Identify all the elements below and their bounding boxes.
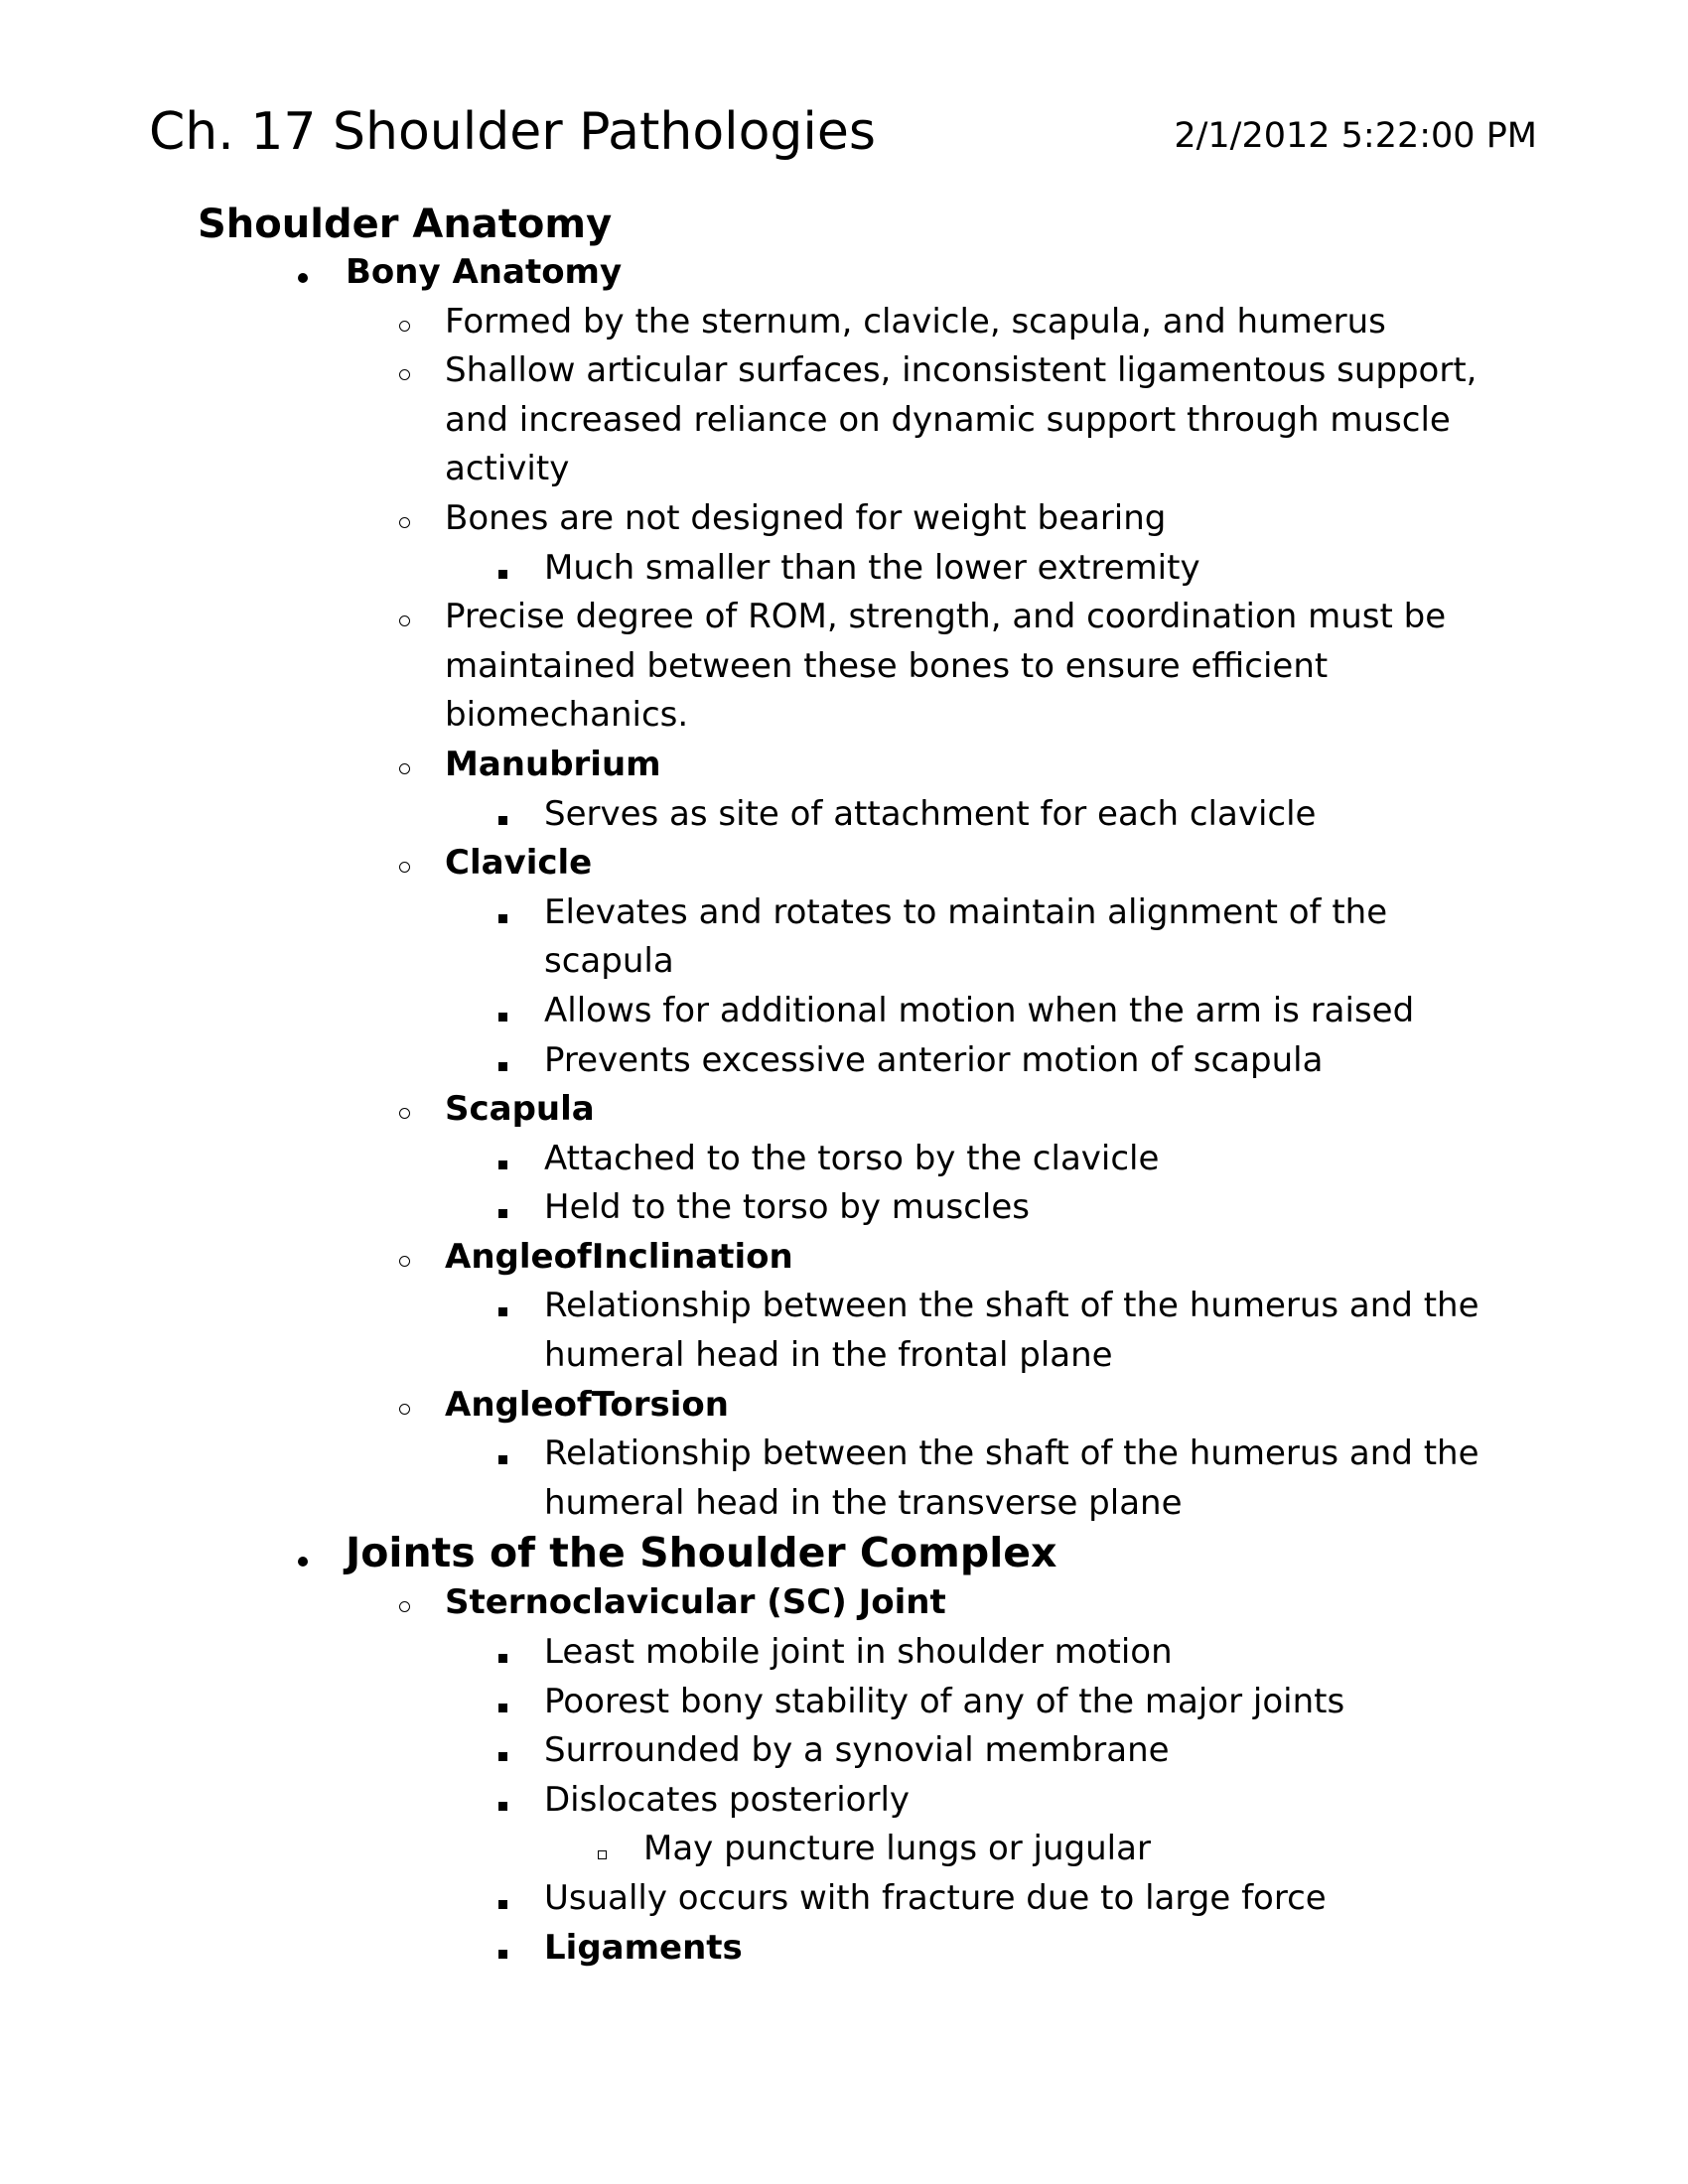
bullet-dot-icon <box>283 1528 323 1578</box>
page-title: Ch. 17 Shoulder Pathologies <box>149 102 876 162</box>
outline-item <box>0 1678 1688 1727</box>
outline-item-text: Relationship between the shaft of the humerus and the <box>544 1286 1479 1326</box>
outline-item-text: Formed by the sternum, clavicle, scapula, and humerus <box>445 301 1386 341</box>
circle-bullet-icon <box>384 346 424 396</box>
outline-item <box>0 396 1688 446</box>
outline-item-text: Poorest bony stability of any of the major joints <box>544 1681 1345 1721</box>
outline-item-text: Allows for additional motion when the arm is raised <box>544 990 1415 1030</box>
square-bullet-icon <box>483 1430 522 1479</box>
outline-item-text: AngleofInclination <box>445 1236 793 1277</box>
outline-item-text: Dislocates posteriorly <box>544 1779 911 1820</box>
square-bullet-icon <box>483 1135 522 1184</box>
outline-item-text: Least mobile joint in shoulder motion <box>544 1632 1173 1673</box>
bullet-dot-icon <box>283 248 323 298</box>
outline-item-text: Precise degree of ROM, strength, and coordination must be <box>445 597 1447 637</box>
outline-item <box>0 1726 1688 1776</box>
outline-item-text: activity <box>445 449 570 489</box>
outline-item-text: Ligaments <box>544 1927 743 1968</box>
outline-item <box>0 1528 1688 1578</box>
outline-item <box>0 1430 1688 1479</box>
outline-item-text: May puncture lungs or jugular <box>643 1829 1151 1869</box>
outline-item <box>0 987 1688 1036</box>
square-bullet-icon <box>483 1282 522 1331</box>
outline-item <box>0 298 1688 347</box>
outline-item-text: Relationship between the shaft of the humerus and the <box>544 1433 1479 1474</box>
outline-item-text: Usually occurs with fracture due to large force <box>544 1878 1327 1918</box>
outline-item <box>0 888 1688 938</box>
outline-item <box>0 691 1688 741</box>
circle-bullet-icon <box>384 1381 424 1431</box>
outline-item-text: Serves as site of attachment for each clavicle <box>544 793 1317 834</box>
outline-item <box>0 1628 1688 1678</box>
circle-bullet-icon <box>384 1085 424 1135</box>
outline-item-text: scapula <box>544 941 674 982</box>
outline-item-text: and increased reliance on dynamic support through muscle <box>445 399 1451 440</box>
square-bullet-icon <box>483 888 522 938</box>
hollow-square-bullet-icon <box>582 1825 622 1874</box>
outline-item <box>0 494 1688 544</box>
square-bullet-icon <box>483 1776 522 1826</box>
outline-item <box>0 1282 1688 1331</box>
outline-item-text: Much smaller than the lower extremity <box>544 547 1200 588</box>
circle-bullet-icon <box>384 839 424 888</box>
square-bullet-icon <box>483 1036 522 1086</box>
circle-bullet-icon <box>384 741 424 790</box>
outline-item <box>0 1381 1688 1431</box>
outline-item-text: Prevents excessive anterior motion of scapula <box>544 1039 1324 1080</box>
outline-item <box>0 1578 1688 1628</box>
outline-item <box>0 790 1688 840</box>
outline-item <box>0 1036 1688 1086</box>
square-bullet-icon <box>483 1924 522 1974</box>
outline-item <box>0 445 1688 494</box>
circle-bullet-icon <box>384 298 424 347</box>
outline-item <box>0 1233 1688 1283</box>
outline-item-text: AngleofTorsion <box>445 1384 729 1425</box>
outline-item-text: Clavicle <box>445 843 593 884</box>
outline-item-text: Surrounded by a synovial membrane <box>544 1730 1170 1771</box>
outline-content <box>0 248 1688 1973</box>
outline-item <box>0 544 1688 594</box>
outline-item <box>0 1825 1688 1874</box>
outline-item-text: Manubrium <box>445 744 661 784</box>
circle-bullet-icon <box>384 494 424 544</box>
outline-item <box>0 1135 1688 1184</box>
outline-item <box>0 642 1688 692</box>
outline-item-text: Held to the torso by muscles <box>544 1187 1030 1228</box>
outline-item-text: maintained between these bones to ensure efficient <box>445 645 1329 686</box>
outline-item <box>0 1183 1688 1233</box>
circle-bullet-icon <box>384 1233 424 1283</box>
square-bullet-icon <box>483 1183 522 1233</box>
outline-item <box>0 937 1688 987</box>
square-bullet-icon <box>483 1678 522 1727</box>
outline-item <box>0 1331 1688 1381</box>
outline-item <box>0 593 1688 642</box>
outline-item <box>0 1776 1688 1826</box>
outline-item-text: Bony Anatomy <box>346 252 623 292</box>
outline-item <box>0 839 1688 888</box>
square-bullet-icon <box>483 1726 522 1776</box>
outline-item <box>0 248 1688 298</box>
outline-item <box>0 1085 1688 1135</box>
section-heading: Shoulder Anatomy <box>198 202 613 247</box>
circle-bullet-icon <box>384 593 424 642</box>
outline-item-text: Joints of the Shoulder Complex <box>346 1529 1057 1577</box>
outline-item-text: humeral head in the frontal plane <box>544 1335 1113 1376</box>
outline-item <box>0 741 1688 790</box>
outline-item-text: Bones are not designed for weight bearing <box>445 497 1167 538</box>
outline-item-text: biomechanics. <box>445 695 689 736</box>
outline-item <box>0 1874 1688 1924</box>
outline-item-text: humeral head in the transverse plane <box>544 1482 1183 1523</box>
outline-item-text: Shallow articular surfaces, inconsistent ligamentous support, <box>445 350 1477 391</box>
outline-item-text: Elevates and rotates to maintain alignment of the <box>544 891 1388 932</box>
outline-item-text: Scapula <box>445 1089 595 1130</box>
square-bullet-icon <box>483 1874 522 1924</box>
circle-bullet-icon <box>384 1578 424 1628</box>
outline-item <box>0 346 1688 396</box>
outline-item <box>0 1924 1688 1974</box>
square-bullet-icon <box>483 544 522 594</box>
outline-item-text: Sternoclavicular (SC) Joint <box>445 1582 946 1623</box>
page-date: 2/1/2012 5:22:00 PM <box>1174 116 1537 156</box>
square-bullet-icon <box>483 1628 522 1678</box>
outline-item <box>0 1479 1688 1529</box>
square-bullet-icon <box>483 987 522 1036</box>
outline-item-text: Attached to the torso by the clavicle <box>544 1138 1160 1178</box>
square-bullet-icon <box>483 790 522 840</box>
